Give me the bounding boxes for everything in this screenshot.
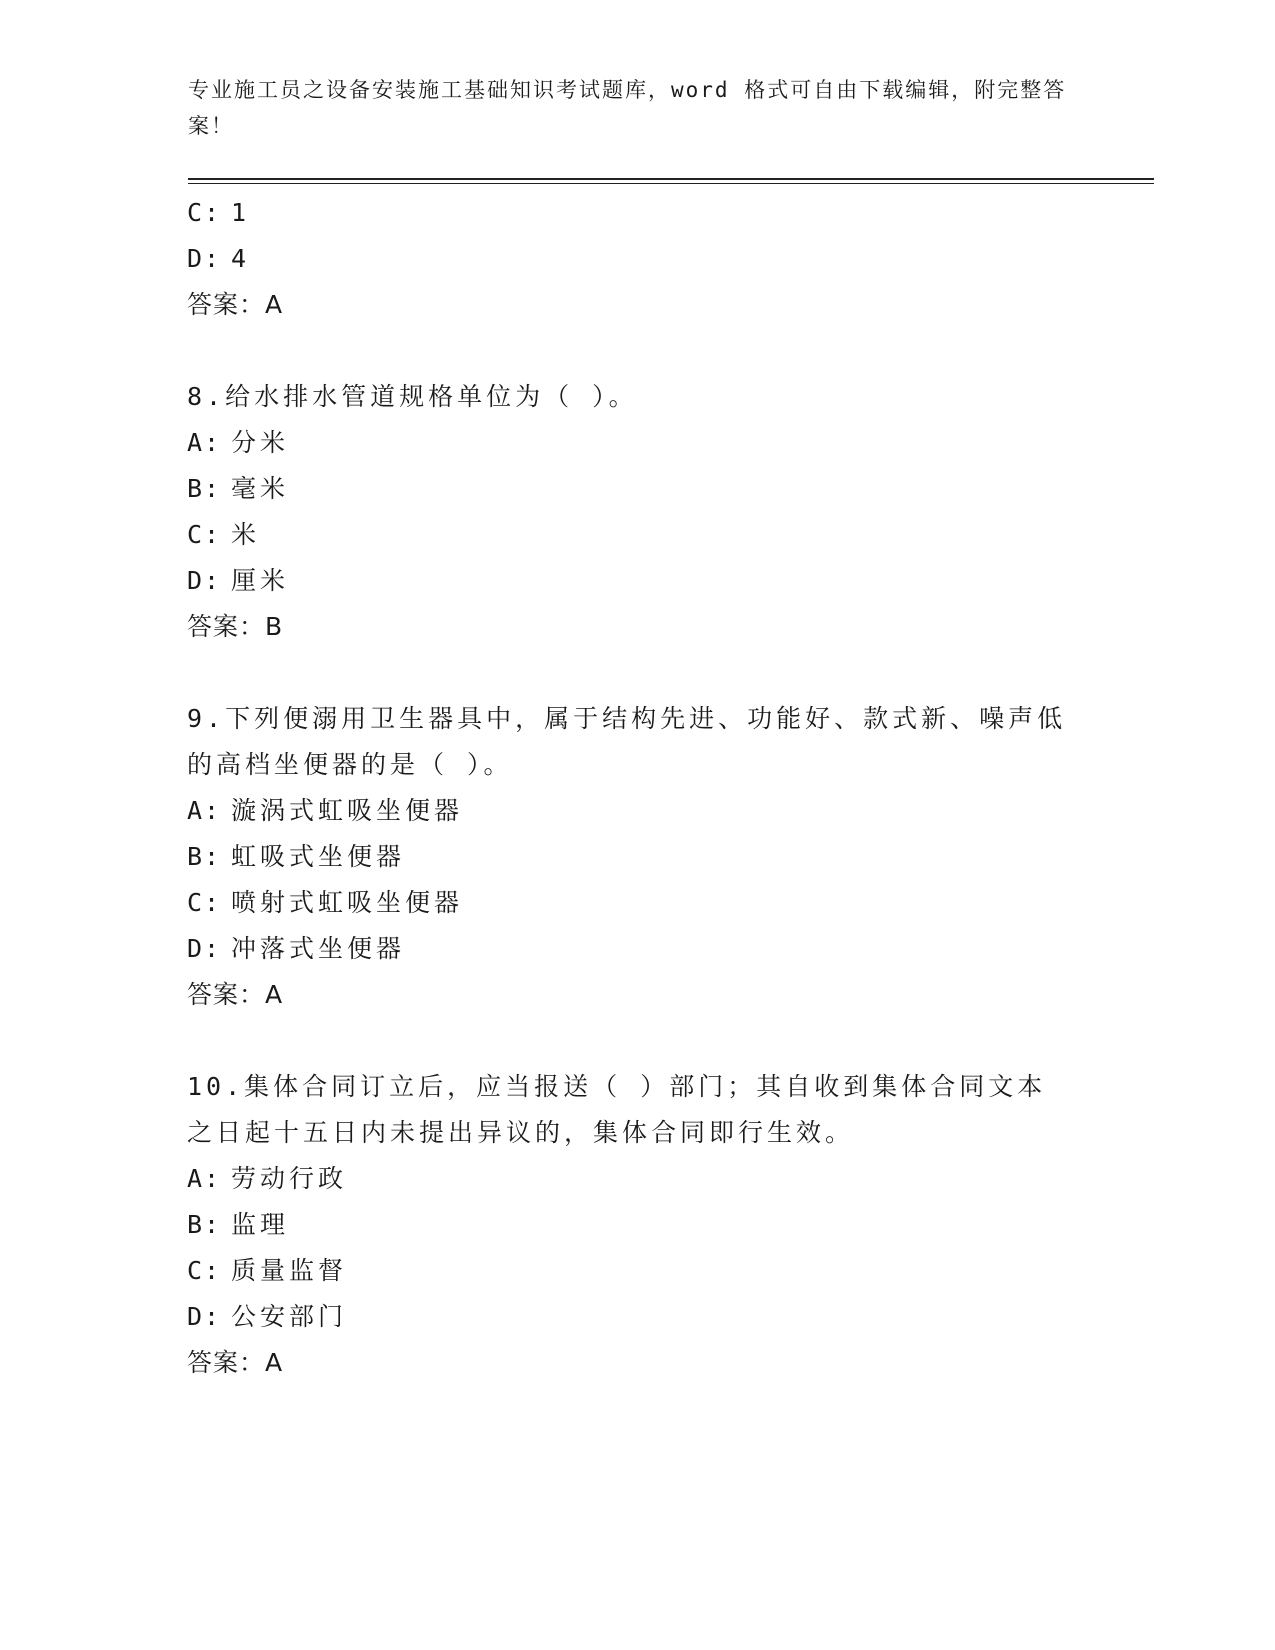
option-d: D: 厘米 xyxy=(187,566,290,595)
question-10 xyxy=(187,1064,1067,1386)
option-d: D: 冲落式坐便器 xyxy=(187,934,406,963)
question-stem: 8.给水排水管道规格单位为（ ）。 xyxy=(187,382,638,411)
option-d: D: 4 xyxy=(187,244,251,273)
header-divider xyxy=(188,178,1154,180)
question-9 xyxy=(187,696,1067,1018)
answer-line: 答案：A xyxy=(187,1348,284,1377)
question-stem: 9.下列便溺用卫生器具中，属于结构先进、功能好、款式新、噪声低的高档坐便器的是（ ）。 xyxy=(187,704,1067,779)
option-b: B: 毫米 xyxy=(187,474,290,503)
question-list xyxy=(187,190,1067,1386)
header-divider-thin xyxy=(188,183,1154,184)
option-a: A: 劳动行政 xyxy=(187,1164,348,1193)
page-header: 专业施工员之设备安装施工基础知识考试题库，word 格式可自由下载编辑，附完整答案！ xyxy=(188,78,1067,138)
option-c: C: 米 xyxy=(187,520,261,549)
question-8 xyxy=(187,374,1067,650)
option-b: B: 虹吸式坐便器 xyxy=(187,842,406,871)
option-c: C: 质量监督 xyxy=(187,1256,348,1285)
option-b: B: 监理 xyxy=(187,1210,290,1239)
option-a: A: 分米 xyxy=(187,428,290,457)
option-a: A: 漩涡式虹吸坐便器 xyxy=(187,796,464,825)
answer-line: 答案：A xyxy=(187,290,284,319)
option-d: D: 公安部门 xyxy=(187,1302,348,1331)
answer-line: 答案：B xyxy=(187,612,284,641)
answer-line: 答案：A xyxy=(187,980,284,1009)
prev-question-tail xyxy=(187,190,1067,328)
option-c: C: 喷射式虹吸坐便器 xyxy=(187,888,464,917)
question-stem: 10.集体合同订立后，应当报送（ ）部门；其自收到集体合同文本之日起十五日内未提出异议的，集体合同即行生效。 xyxy=(187,1072,1047,1147)
option-c: C: 1 xyxy=(187,198,251,227)
